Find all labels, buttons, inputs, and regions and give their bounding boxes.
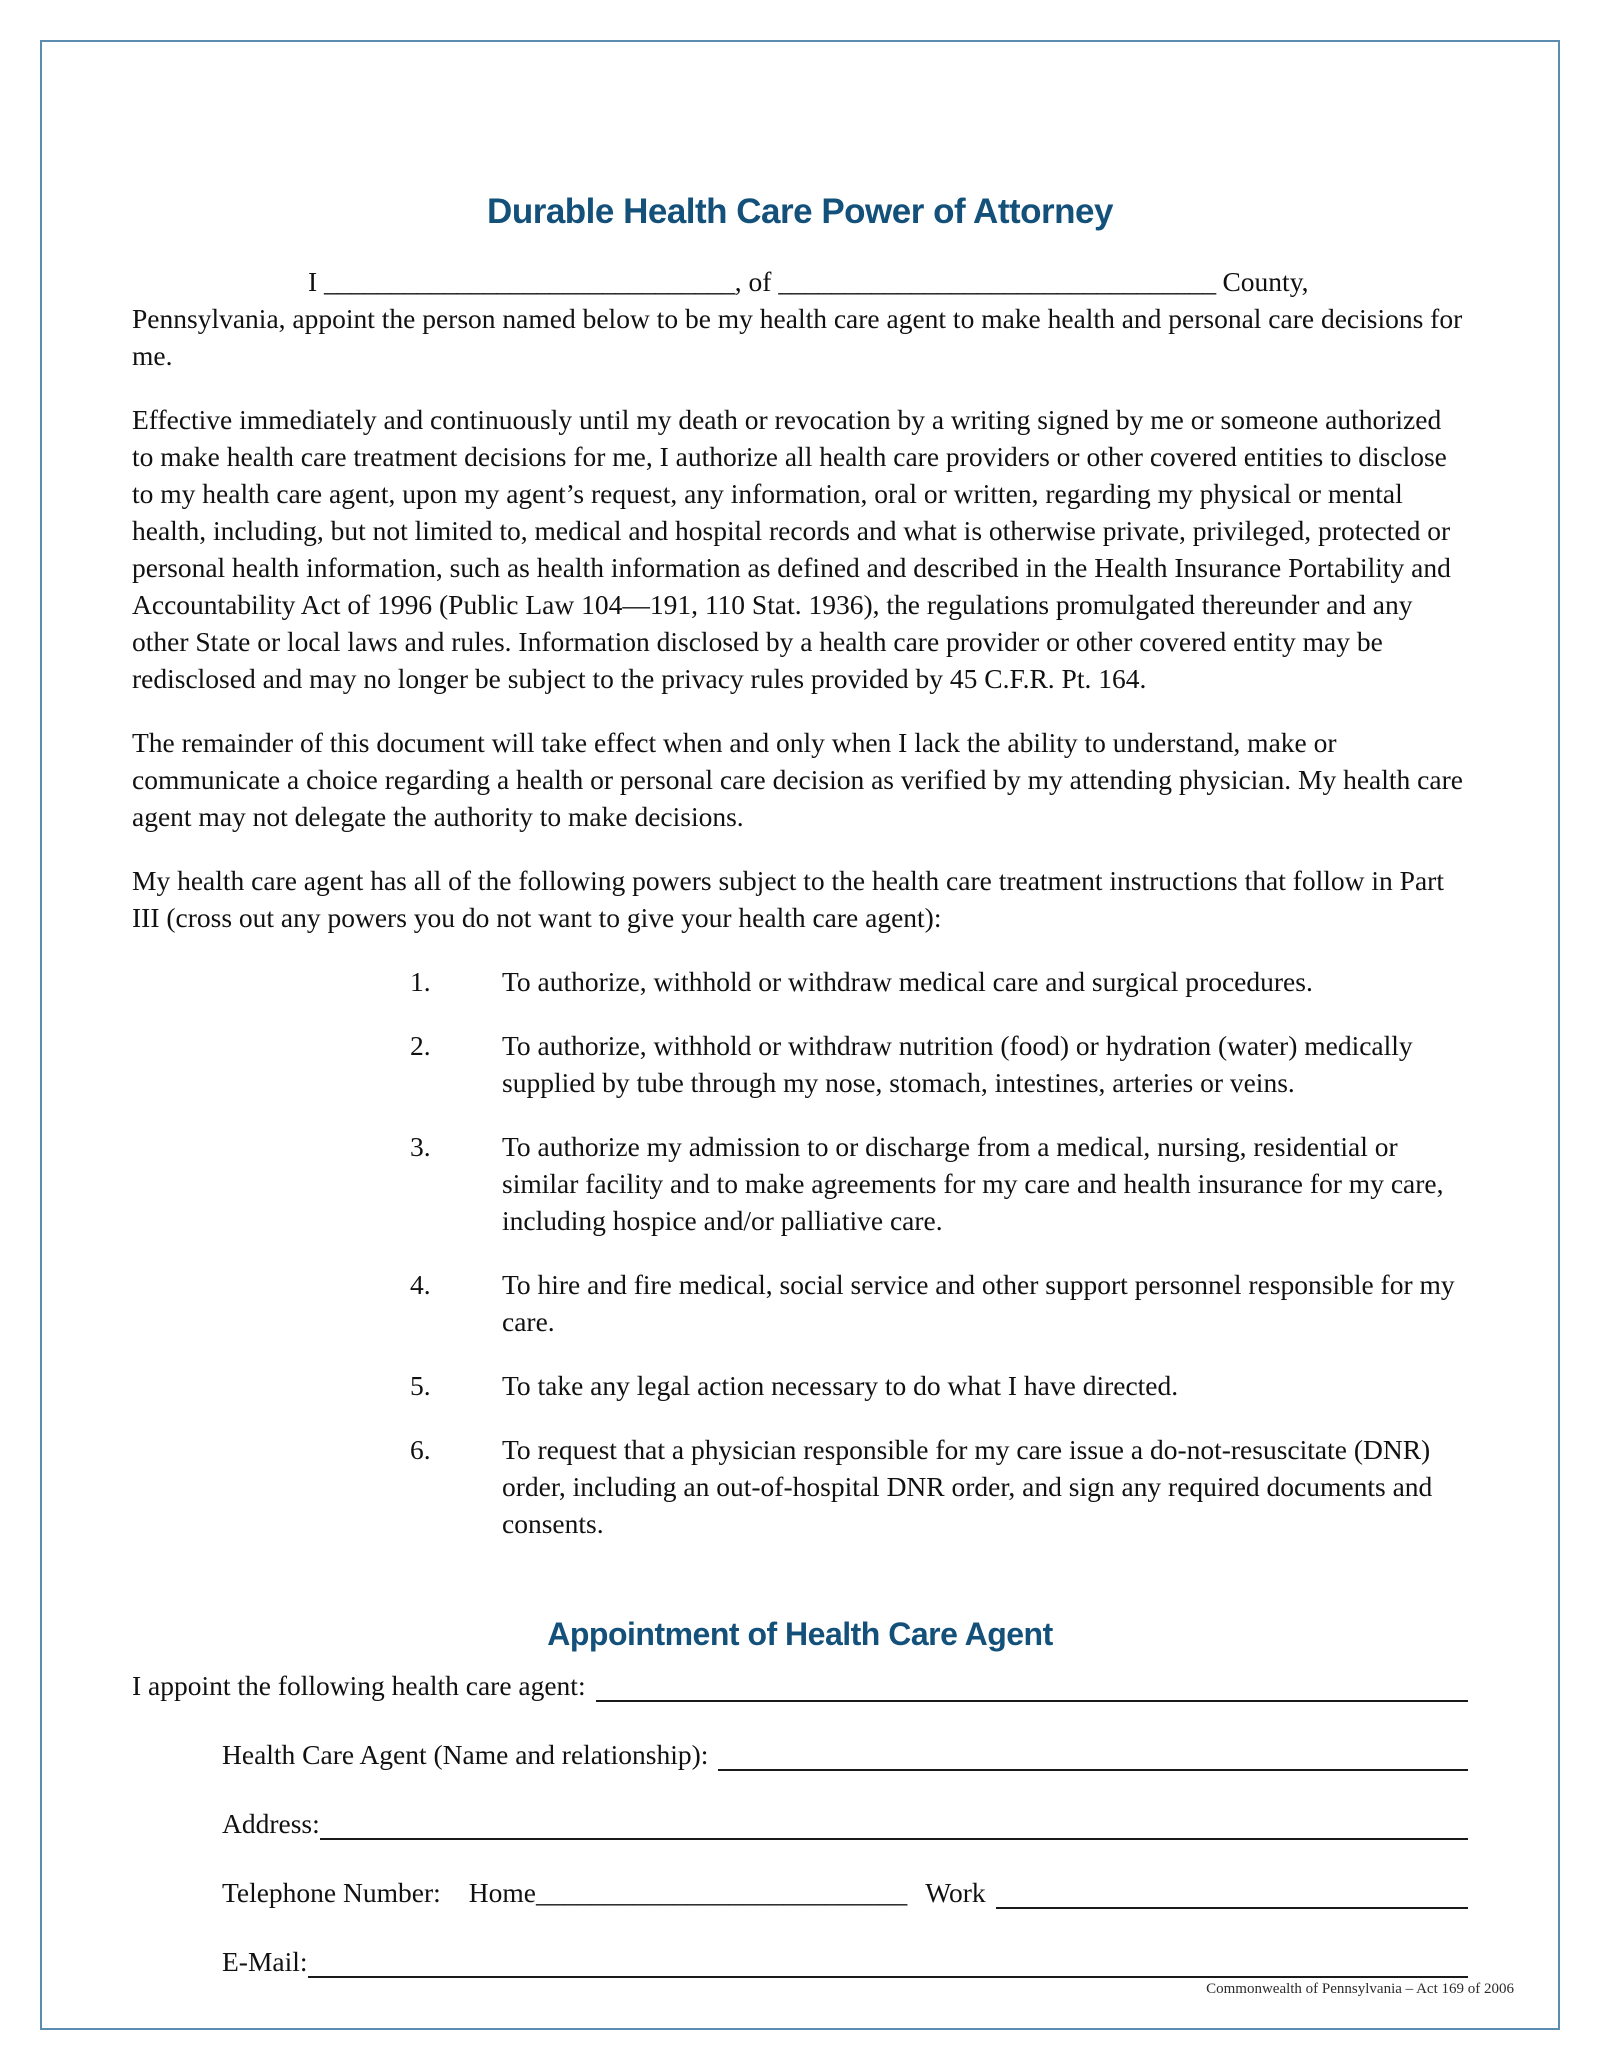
list-item: [132, 1267, 1468, 1341]
address-label: Address:: [222, 1807, 320, 1839]
list-item-number: 6.: [410, 1433, 431, 1465]
work-phone-label: Work: [925, 1876, 986, 1908]
list-item: [132, 1368, 1468, 1405]
list-item-text: To hire and fire medical, social service and other support personnel responsible for my care.: [502, 1268, 1455, 1337]
list-item-number: 4.: [410, 1268, 431, 1300]
home-phone-input[interactable]: ___________________________: [535, 1876, 908, 1908]
effect-paragraph: The remainder of this document will take effect when and only when I lack the ability to understand, make or communicate a choice regarding a health or personal care decision as verified by my attending physician. My health care agent may not delegate the authority to make decisions.: [132, 726, 1463, 832]
email-row: [132, 1945, 1468, 1978]
appoint-agent-row: [132, 1669, 1468, 1702]
address-input[interactable]: [320, 1807, 1468, 1840]
appointment-form: [132, 1669, 1468, 1978]
telephone-row: [132, 1876, 1468, 1909]
list-item: [132, 964, 1468, 1001]
list-item-text: To authorize my admission to or discharge from a medical, nursing, residential or similar facility and to make agreements for my care and health insurance for my care, including hospice and/or palliative care.: [502, 1130, 1444, 1236]
list-item-text: To authorize, withhold or withdraw nutrition (food) or hydration (water) medically supplied by tube through my nose, stomach, intestines, arteries or veins.: [502, 1029, 1413, 1098]
opening-continuation: Pennsylvania, appoint the person named below to be my health care agent to make health and personal care decisions for me.: [132, 302, 1463, 371]
list-item-number: 3.: [410, 1130, 431, 1162]
hipaa-disclosure-paragraph: Effective immediately and continuously until my death or revocation by a writing signed by me or someone authorized to make health care treatment decisions for me, I authorize all health care providers or other covered entities to disclose to my health care agent, upon my agent’s request, any information, oral or written, regarding my physical or mental health, including, but not limited to, medical and hospital records and what is otherwise private, privileged, protected or personal health information, such as health information as defined and described in the Health Insurance Portability and Accountability Act of 1996 (Public Law 104—191, 110 Stat. 1936), the regulations promulgated thereunder and any other State or local laws and rules. Information disclosed by a health care provider or other covered entity may be redisclosed and may no longer be subject to the privacy rules provided by 45 C.F.R. Pt. 164.: [132, 403, 1451, 694]
opening-lead-i: I: [308, 266, 318, 297]
page-title: Durable Health Care Power of Attorney: [487, 192, 1113, 231]
email-label: E-Mail:: [222, 1945, 308, 1977]
email-input[interactable]: [308, 1945, 1468, 1978]
document-content: [80, 40, 1520, 1978]
list-item-text: To request that a physician responsible for my care issue a do-not-resuscitate (DNR) order, including an out-of-hospital DNR order, and sign any required documents and consents.: [502, 1433, 1433, 1539]
county-word: County,: [1222, 266, 1309, 297]
opening-paragraph: [132, 264, 1468, 375]
agent-name-label: Health Care Agent (Name and relationship):: [222, 1738, 709, 1770]
powers-list: [132, 964, 1468, 1543]
list-item-number: 1.: [410, 965, 431, 997]
appoint-agent-label: I appoint the following health care agent:: [132, 1669, 586, 1701]
opening-between-text: , of: [734, 266, 772, 297]
powers-intro-paragraph: My health care agent has all of the following powers subject to the health care treatment instructions that follow in Part III (cross out any powers you do not want to give your health care agent):: [132, 864, 1444, 933]
telephone-label: Telephone Number:: [222, 1876, 441, 1908]
list-item-number: 2.: [410, 1029, 431, 1061]
work-phone-input[interactable]: [996, 1876, 1468, 1909]
address-row: [132, 1807, 1468, 1840]
agent-name-row: [132, 1738, 1468, 1771]
footer-attribution: Commonwealth of Pennsylvania – Act 169 of 2006: [1206, 1981, 1514, 1997]
agent-name-input[interactable]: [718, 1738, 1468, 1771]
list-item: [132, 1432, 1468, 1543]
list-item: [132, 1028, 1468, 1102]
list-item-text: To take any legal action necessary to do what I have directed.: [502, 1369, 1179, 1401]
list-item-text: To authorize, withhold or withdraw medical care and surgical procedures.: [502, 965, 1313, 997]
county-blank-field[interactable]: _________________________________: [778, 266, 1216, 297]
home-phone-label: Home: [468, 1876, 536, 1908]
name-blank-field[interactable]: _______________________________: [324, 266, 735, 297]
list-item-number: 5.: [410, 1369, 431, 1401]
list-item: [132, 1129, 1468, 1240]
appoint-agent-input[interactable]: [596, 1669, 1468, 1702]
section-title-appointment: Appointment of Health Care Agent: [547, 1615, 1053, 1652]
